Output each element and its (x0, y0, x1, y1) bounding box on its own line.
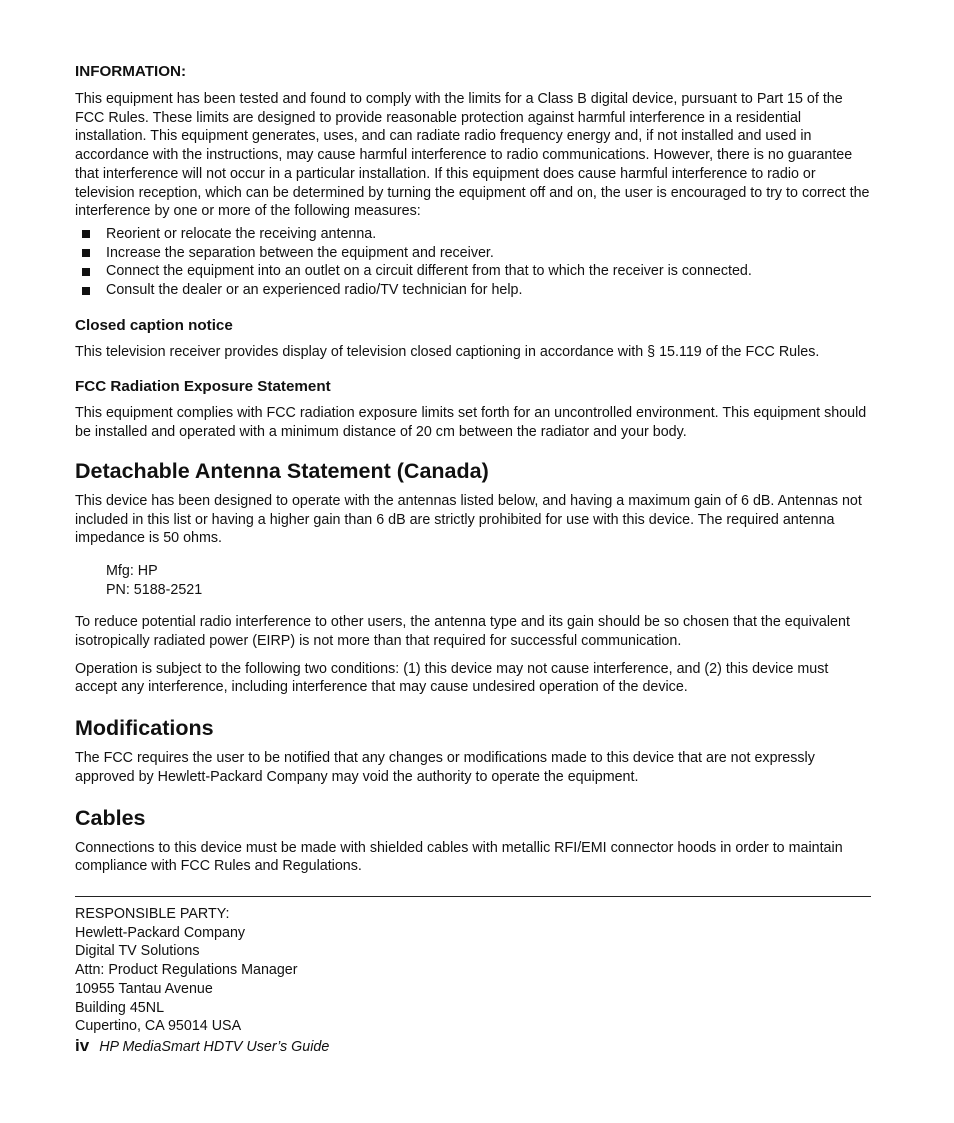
closed-caption-paragraph: This television receiver provides display of television closed captioning in accordance with § 15.119 of the FCC Rules. (75, 343, 820, 360)
square-bullet-icon (82, 230, 90, 238)
list-item: Reorient or relocate the receiving antenna. (75, 225, 871, 244)
modifications-heading: Modifications (75, 716, 214, 741)
company-name: Hewlett-Packard Company (75, 924, 246, 941)
cables-heading: Cables (75, 805, 146, 830)
information-heading: INFORMATION: (75, 63, 187, 80)
antenna-heading: Detachable Antenna Statement (Canada) (75, 458, 489, 483)
page-number: iv (75, 1036, 90, 1055)
building: Building 45NL (75, 999, 165, 1016)
information-paragraph: This equipment has been tested and found to comply with the limits for a Class B digital device, pursuant to Part 15 of the FCC Rules. These limits are designed to provide reasonable protection against harmful interference in a residential installation. This equipment generates, uses, and can radiate radio frequency energy and, if not installed and used in accordance with the instructions, may cause harmful interference to radio communications. However, there is no guarantee that interference will not occur in a particular installation. If this equipment does cause harmful interference to radio or television reception, which can be determined by turning the equipment off and on, the user is encouraged to try to correct the interference by one or more of the following measures: (75, 91, 870, 220)
antenna-pn: PN: 5188-2521 (106, 581, 203, 598)
divider (75, 896, 871, 897)
antenna-paragraph-1: This device has been designed to operate with the antennas listed below, and having a maximum gain of 6 dB. Antennas not included in this list or having a higher gain than 6 dB are strictly prohibited for use with this device. The required antenna impedance is 50 ohms. (75, 492, 862, 547)
guide-title: HP MediaSmart HDTV User’s Guide (99, 1039, 330, 1055)
closed-caption-heading: Closed caption notice (75, 316, 233, 334)
street-address: 10955 Tantau Avenue (75, 980, 213, 997)
cables-paragraph: Connections to this device must be made with shielded cables with metallic RFI/EMI connector hoods in order to maintain compliance with FCC Rules and Regulations. (75, 839, 843, 875)
responsible-party-block (75, 905, 871, 1036)
modifications-paragraph: The FCC requires the user to be notified that any changes or modifications made to this device that are not expressly approved by Hewlett-Packard Company may void the authority to operate the equipment. (75, 750, 815, 785)
responsible-party-label: RESPONSIBLE PARTY: (75, 905, 230, 922)
antenna-paragraph-3: Operation is subject to the following two conditions: (1) this device may not cause interference, and (2) this device must accept any interference, including interference that may cause undesired operation of the device. (75, 660, 829, 696)
list-item: Consult the dealer or an experienced radio/TV technician for help. (75, 281, 871, 300)
square-bullet-icon (82, 287, 90, 295)
page-content (75, 62, 871, 1036)
antenna-paragraph-2: To reduce potential radio interference to other users, the antenna type and its gain should be so chosen that the equivalent isotropically radiated power (EIRP) is not more than that required for successful communication. (75, 614, 850, 650)
radiation-paragraph: This equipment complies with FCC radiation exposure limits set forth for an uncontrolled environment. This equipment should be installed and operated with a minimum distance of 20 cm between the radiator and your body. (75, 405, 867, 441)
radiation-heading: FCC Radiation Exposure Statement (75, 378, 331, 396)
antenna-mfg: Mfg: HP (106, 562, 158, 579)
list-item: Increase the separation between the equipment and receiver. (75, 244, 871, 263)
square-bullet-icon (82, 268, 90, 276)
list-item: Connect the equipment into an outlet on a circuit different from that to which the receiver is connected. (75, 262, 871, 281)
department: Digital TV Solutions (75, 943, 200, 960)
attention-line: Attn: Product Regulations Manager (75, 962, 298, 979)
measures-list (75, 225, 871, 300)
city-state-zip: Cupertino, CA 95014 USA (75, 1018, 242, 1035)
square-bullet-icon (82, 249, 90, 257)
page-footer (75, 1036, 329, 1056)
